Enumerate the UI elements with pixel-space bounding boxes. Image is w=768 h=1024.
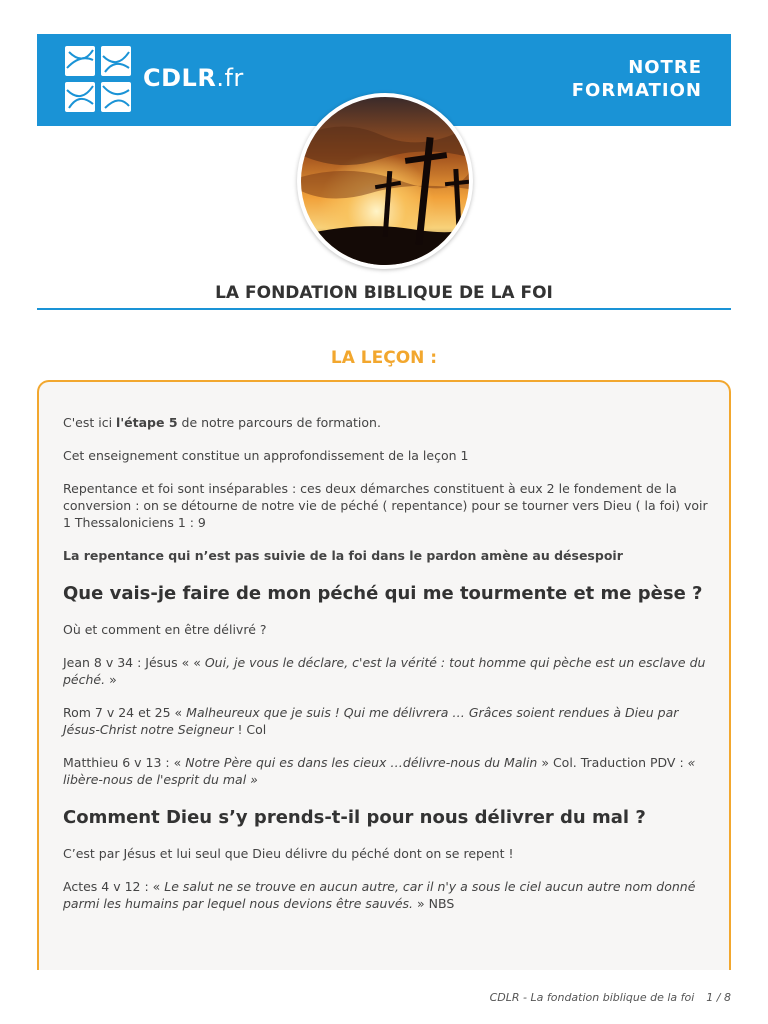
heading-peche: Que vais-je faire de mon péché qui me tourmente et me pèse ? (63, 583, 703, 604)
page-number: 1 / 8 (706, 991, 731, 1004)
page-gap (30, 970, 738, 1010)
paragraph-actes: Actes 4 v 12 : « Le salut ne se trouve en aucun autre, car il n'y a sous le ciel aucun autre nom donné parmi les humains par lequel nous devions être sauvés. » NBS (63, 879, 696, 911)
paragraph-delivre: Où et comment en être délivré ? (63, 622, 267, 637)
lesson-content (63, 414, 708, 928)
section-label-line2: FORMATION (571, 80, 702, 101)
paragraph-romains: Rom 7 v 24 et 25 « Malheureux que je suis ! Qui me délivrera … Grâces soient rendues à Dieu par Jésus-Christ notre Seigneur ! Col (63, 705, 679, 737)
page-footer (490, 991, 731, 1004)
paragraph-jean: Jean 8 v 34 : Jésus « « Oui, je vous le déclare, c'est la vérité : tout homme qui pèche est un esclave du péché. » (63, 655, 706, 687)
paragraph-approfondissement: Cet enseignement constitue un approfondissement de la leçon 1 (63, 448, 469, 463)
logo-text: CDLR.fr (143, 64, 244, 92)
hero-image (297, 93, 473, 269)
section-label-line1: NOTRE (628, 57, 702, 78)
heading-delivrance: Comment Dieu s’y prends-t-il pour nous délivrer du mal ? (63, 807, 646, 828)
cdlr-logo-icon (65, 46, 135, 118)
three-crosses-sunset-image (301, 97, 469, 265)
paragraph-jesus: C’est par Jésus et lui seul que Dieu délivre du péché dont on se repent ! (63, 846, 514, 861)
document-title: LA FONDATION BIBLIQUE DE LA FOI (215, 283, 553, 303)
paragraph-matthieu: Matthieu 6 v 13 : « Notre Père qui es dans les cieux …délivre-nous du Malin » Col. Traduction PDV : « libère-nous de l'esprit du mal » (63, 755, 696, 787)
lesson-label: LA LEÇON : (330, 348, 438, 368)
paragraph-repentance-foi: Repentance et foi sont inséparables : ces deux démarches constituent à eux 2 le fondement de la conversion : on se détourne de notre vie de péché ( repentance) pour se tourner vers Dieu ( la foi) voir 1 Thessaloniciens 1 : 9 (63, 481, 708, 530)
paragraph-desespoir: La repentance qui n’est pas suivie de la foi dans le pardon amène au désespoir (63, 548, 623, 563)
section-label (572, 56, 702, 102)
paragraph-etape: C'est ici l'étape 5 de notre parcours de formation. (63, 415, 381, 430)
title-divider (37, 308, 731, 310)
footer-title: CDLR - La fondation biblique de la foi (489, 991, 695, 1004)
